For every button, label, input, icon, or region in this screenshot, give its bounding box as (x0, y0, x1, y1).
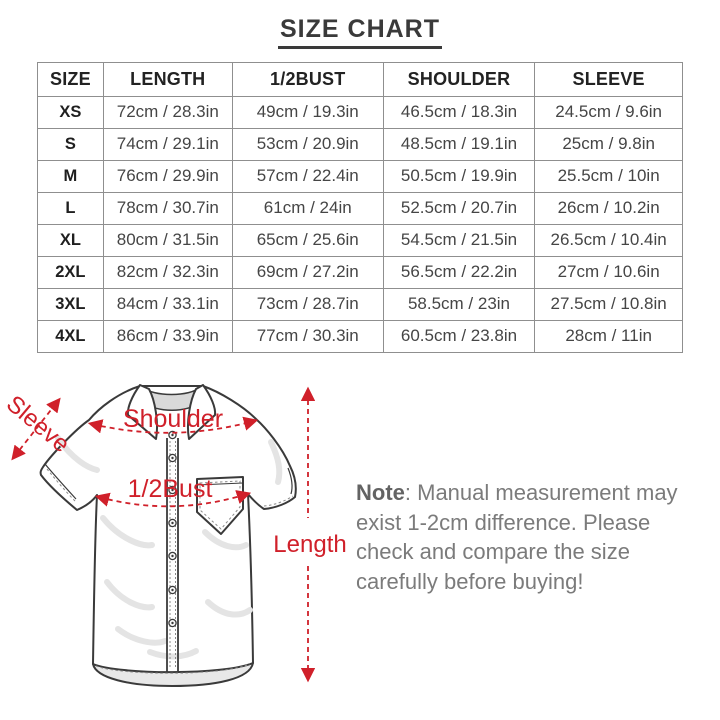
size-cell: XS (38, 96, 104, 128)
measurement-cell: 69cm / 27.2in (232, 256, 383, 288)
measurement-cell: 48.5cm / 19.1in (383, 128, 535, 160)
measurement-cell: 25.5cm / 10in (535, 160, 683, 192)
length-label: Length (273, 531, 347, 558)
measurement-cell: 56.5cm / 22.2in (383, 256, 535, 288)
measurement-cell: 80cm / 31.5in (103, 224, 232, 256)
shirt-button (169, 519, 176, 526)
table-row (38, 160, 683, 192)
column-header: SLEEVE (535, 62, 683, 96)
measurement-cell: 26.5cm / 10.4in (535, 224, 683, 256)
shirt-button (169, 619, 176, 626)
measurement-cell: 65cm / 25.6in (232, 224, 383, 256)
measurement-cell: 76cm / 29.9in (103, 160, 232, 192)
shirt-button (169, 552, 176, 559)
measurement-cell: 27cm / 10.6in (535, 256, 683, 288)
table-row (38, 320, 683, 352)
table-row (38, 192, 683, 224)
measurement-cell: 26cm / 10.2in (535, 192, 683, 224)
table-row (38, 128, 683, 160)
measurement-cell: 27.5cm / 10.8in (535, 288, 683, 320)
measurement-cell: 77cm / 30.3in (232, 320, 383, 352)
size-table-body (38, 96, 683, 352)
column-header: SHOULDER (383, 62, 535, 96)
note-body: : Manual measurement may exist 1-2cm difference. Please check and compare the size carefully before buying! (356, 480, 678, 594)
size-cell: S (38, 128, 104, 160)
table-row (38, 288, 683, 320)
size-cell: 3XL (38, 288, 104, 320)
measurement-cell: 24.5cm / 9.6in (535, 96, 683, 128)
size-cell: L (38, 192, 104, 224)
measurement-cell: 54.5cm / 21.5in (383, 224, 535, 256)
measurement-cell: 28cm / 11in (535, 320, 683, 352)
size-cell: 2XL (38, 256, 104, 288)
size-table-head-row (38, 62, 683, 96)
measurement-cell: 53cm / 20.9in (232, 128, 383, 160)
bust-label: 1/2Bust (127, 475, 213, 503)
size-cell: M (38, 160, 104, 192)
column-header: LENGTH (103, 62, 232, 96)
shoulder-label: Shoulder (122, 405, 224, 433)
table-row (38, 96, 683, 128)
size-cell: XL (38, 224, 104, 256)
table-row (38, 256, 683, 288)
measurement-cell: 46.5cm / 18.3in (383, 96, 535, 128)
size-table (37, 62, 683, 353)
table-row (38, 224, 683, 256)
measurement-cell: 60.5cm / 23.8in (383, 320, 535, 352)
measurement-cell: 50.5cm / 19.9in (383, 160, 535, 192)
sleeve-label: Sleeve (1, 390, 75, 459)
measurement-cell: 82cm / 32.3in (103, 256, 232, 288)
measurement-cell: 58.5cm / 23in (383, 288, 535, 320)
page-title: SIZE CHART (278, 15, 442, 49)
size-cell: 4XL (38, 320, 104, 352)
shirt-button (169, 586, 176, 593)
column-header: SIZE (38, 62, 104, 96)
column-header: 1/2BUST (232, 62, 383, 96)
measurement-cell: 49cm / 19.3in (232, 96, 383, 128)
measurement-cell: 86cm / 33.9in (103, 320, 232, 352)
shirt-diagram (0, 366, 350, 716)
measurement-cell: 74cm / 29.1in (103, 128, 232, 160)
measurement-cell: 52.5cm / 20.7in (383, 192, 535, 224)
measurement-cell: 25cm / 9.8in (535, 128, 683, 160)
measurement-cell: 61cm / 24in (232, 192, 383, 224)
shirt-button (169, 454, 176, 461)
measurement-cell: 57cm / 22.4in (232, 160, 383, 192)
note-text (356, 478, 686, 596)
measurement-cell: 72cm / 28.3in (103, 96, 232, 128)
note-label: Note (356, 480, 405, 505)
measurement-cell: 73cm / 28.7in (232, 288, 383, 320)
measurement-section (0, 366, 720, 720)
measurement-cell: 84cm / 33.1in (103, 288, 232, 320)
measurement-cell: 78cm / 30.7in (103, 192, 232, 224)
